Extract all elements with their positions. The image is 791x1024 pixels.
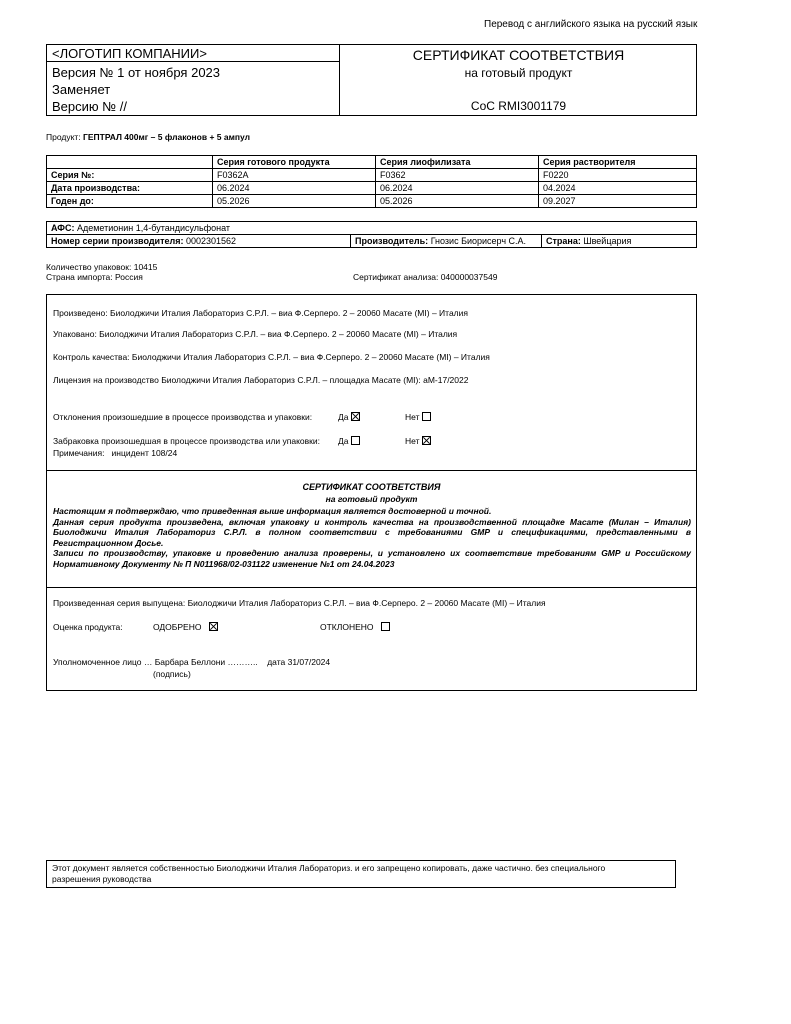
table-cell: 06.2024 [376, 182, 539, 195]
header-cell-lyo: Серия лиофилизата [376, 156, 539, 169]
table-cell: 09.2027 [539, 195, 697, 208]
afs-value: Адеметионин 1,4-бутандисульфонат [76, 223, 231, 233]
statement-paragraph-1: Настоящим я подтверждаю, что приведенная выше информация является достоверной и точной. [53, 506, 492, 516]
statement-divider-top [46, 470, 697, 471]
approved-option [153, 622, 218, 633]
deviations-label: Отклонения произошедшие в процессе производства и упаковки: [53, 412, 313, 422]
table-cell: F0362 [376, 169, 539, 182]
rejection-no [405, 436, 431, 447]
table-row [47, 222, 697, 235]
table-row [47, 235, 697, 248]
certificate-subtitle: на готовый продукт [464, 66, 573, 80]
afs-cell [47, 222, 697, 235]
checked-checkbox-icon [209, 622, 218, 631]
rejection-yes-label: Да [338, 436, 349, 446]
statement-title: СЕРТИФИКАТ СООТВЕТСТВИЯ [302, 482, 441, 492]
previous-version-text: Версию № // [52, 99, 128, 114]
rejected-label: ОТКЛОНЕНО [320, 622, 374, 632]
produced-text: Произведено: Биолоджичи Италия Лабораториз С.Р.Л. – виа Ф.Серперо. 2 – 20060 Масате (MI) – Италия [53, 308, 468, 318]
analysis-certificate-text: Сертификат анализа: 040000037549 [353, 272, 498, 282]
table-row [47, 182, 697, 195]
country-cell [542, 235, 697, 248]
rejected-option [320, 622, 390, 633]
qc-text: Контроль качества: Биолоджичи Италия Лабораториз С.Р.Л. – виа Ф.Серперо. 2 – 20060 Масате (MI) – Италия [53, 352, 490, 362]
approved-label: ОДОБРЕНО [153, 622, 202, 632]
signature-line: Уполномоченное лицо … Барбара Беллони ……….. дата 31/07/2024 [53, 657, 331, 667]
table-row [47, 195, 697, 208]
empty-checkbox-icon [351, 436, 360, 445]
checked-checkbox-icon [422, 436, 431, 445]
deviations-no-label: Нет [405, 412, 420, 422]
api-table [46, 221, 697, 248]
table-cell: 05.2026 [376, 195, 539, 208]
product-value: ГЕПТРАЛ 400мг – 5 флаконов + 5 ампул [83, 132, 251, 142]
replaces-text: Заменяет [52, 82, 111, 97]
notes-text: Примечания: инцидент 108/24 [53, 448, 178, 458]
packed-text: Упаковано: Биолоджичи Италия Лабораториз С.Р.Л. – виа Ф.Серперо. 2 – 20060 Масате (MI) – Италия [53, 329, 458, 339]
assessment-label: Оценка продукта: [53, 622, 123, 632]
country-value: Швейцария [583, 236, 632, 246]
translation-note: Перевод с английского языка на русский язык [484, 19, 698, 30]
release-text: Произведенная серия выпущена: Биолоджичи Италия Лабораториз С.Р.Л. – виа Ф.Серперо. 2 – 20060 Масате (MI) – Италия [53, 598, 546, 608]
table-cell: F0362A [213, 169, 376, 182]
afs-label: АФС: [51, 223, 75, 233]
version-text: Версия № 1 от ноября 2023 [52, 65, 221, 80]
batch-table-header [47, 156, 697, 169]
certificate-title: СЕРТИФИКАТ СООТВЕТСТВИЯ [412, 47, 625, 63]
certificate-number: CoC RMI3001179 [470, 99, 567, 113]
signature-caption: (подпись) [153, 669, 191, 679]
statement-body [53, 506, 691, 569]
table-cell: 04.2024 [539, 182, 697, 195]
maker-cell [351, 235, 542, 248]
empty-checkbox-icon [422, 412, 431, 421]
product-label: Продукт: [46, 132, 81, 142]
row-label: Серия №: [47, 169, 213, 182]
lot-value: 0002301562 [185, 236, 237, 246]
header-cell-empty [47, 156, 213, 169]
table-cell: F0220 [539, 169, 697, 182]
maker-label: Производитель: [355, 236, 429, 246]
lot-cell [47, 235, 351, 248]
batch-table [46, 155, 697, 208]
quantity-text: Количество упаковок: 10415 [46, 262, 158, 272]
import-country-text: Страна импорта: Россия [46, 272, 143, 282]
deviations-yes [338, 412, 360, 423]
country-label: Страна: [546, 236, 581, 246]
rejection-no-label: Нет [405, 436, 420, 446]
product-line [46, 132, 250, 143]
footer-text: Этот документ является собственностью Биолоджичи Италия Лабораториз. и его запрещено копировать, даже частично. без специального разрешения руководства [52, 863, 606, 884]
maker-value: Гнозис Биорисерч С.А. [430, 236, 527, 246]
table-row [47, 169, 697, 182]
deviations-no [405, 412, 431, 423]
license-text: Лицензия на производство Биолоджичи Италия Лабораториз С.Р.Л. – площадка Масате (MI): aM-17/2022 [53, 375, 469, 385]
statement-paragraph-3: Записи по производству, упаковке и проведению анализа проверены, и установлено их соответствие требованиям GMP и Российскому Нормативному Документу № П N011968/02-031122 изменение №1 от 24.04.2023 [53, 548, 691, 569]
table-cell: 06.2024 [213, 182, 376, 195]
statement-divider-bottom [46, 587, 697, 588]
statement-subtitle: на готовый продукт [325, 494, 418, 504]
lot-label: Номер серии производителя: [51, 236, 184, 246]
statement-paragraph-2: Данная серия продукта произведена, включая упаковку и контроль качества на производственной площадке Масате (Милан – Италия) Биолоджичи Италия Лабораториз С.Р.Л. в полном соответствии с требованиями GMP и спецификациями, представленными в Регистрационном Досье. [53, 516, 691, 548]
header-cell-finished: Серия готового продукта [213, 156, 376, 169]
rejection-label: Забраковка произошедшая в процессе производства или упаковки: [53, 436, 320, 446]
rejection-yes [338, 436, 360, 447]
deviations-yes-label: Да [338, 412, 349, 422]
table-cell: 05.2026 [213, 195, 376, 208]
row-label: Дата производства: [47, 182, 213, 195]
company-logo-placeholder: <ЛОГОТИП КОМПАНИИ> [52, 46, 207, 61]
header-cell-solvent: Серия растворителя [539, 156, 697, 169]
empty-checkbox-icon [381, 622, 390, 631]
row-label: Годен до: [47, 195, 213, 208]
checked-checkbox-icon [351, 412, 360, 421]
